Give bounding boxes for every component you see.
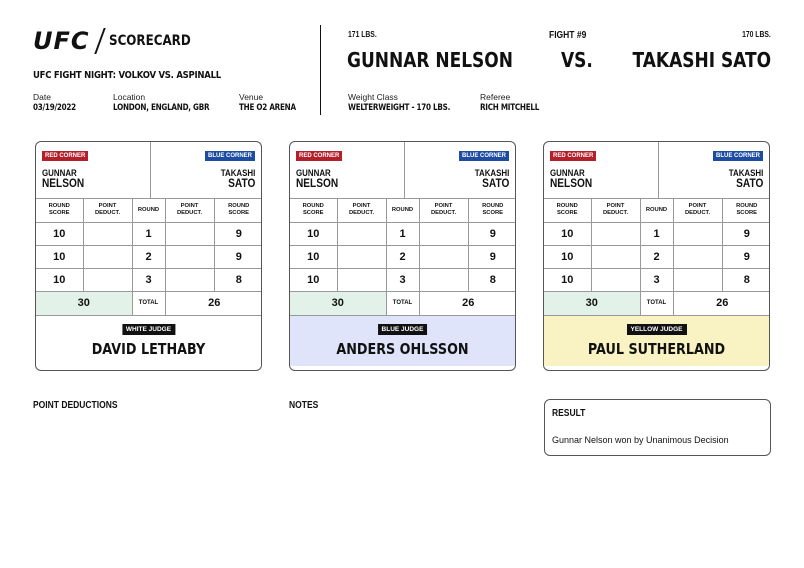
blue-round-score: 9 <box>722 222 770 245</box>
blue-round-score: 9 <box>468 245 516 268</box>
blue-total-score: 26 <box>419 291 516 315</box>
round-row <box>544 222 770 245</box>
round-row <box>544 245 770 268</box>
blue-round-score: 8 <box>214 268 262 291</box>
round-row <box>544 268 770 291</box>
red-round-score: 10 <box>290 245 337 268</box>
corner-divider <box>150 142 151 198</box>
total-label: TOTAL <box>132 291 165 315</box>
total-row <box>36 291 262 315</box>
round-row <box>36 268 262 291</box>
red-round-score: 10 <box>36 222 83 245</box>
round-header: ROUND <box>132 199 165 222</box>
blue-corner-fighter <box>728 168 763 190</box>
score-table-header <box>290 199 516 222</box>
red-point-deduction <box>591 268 640 291</box>
blue-corner-badge: BLUE CORNER <box>713 151 763 161</box>
blue-point-deduct-header: POINT DEDUCT. <box>419 199 468 222</box>
red-corner-badge: RED CORNER <box>550 151 596 161</box>
score-table <box>36 199 262 316</box>
score-table-header <box>544 199 770 222</box>
blue-corner-badge: BLUE CORNER <box>205 151 255 161</box>
blue-fighter-weight: 170 LBS. <box>742 30 771 39</box>
total-label: TOTAL <box>386 291 419 315</box>
red-point-deduct-header: POINT DEDUCT. <box>337 199 386 222</box>
red-corner-badge: RED CORNER <box>42 151 88 161</box>
referee-label: Referee <box>480 92 511 102</box>
judge-name: DAVID LETHABY <box>91 339 206 358</box>
red-first-name: GUNNAR <box>550 168 585 178</box>
red-last-name: NELSON <box>296 178 339 190</box>
round-header: ROUND <box>386 199 419 222</box>
judge-badge: YELLOW JUDGE <box>626 324 686 335</box>
blue-corner-fighter <box>474 168 509 190</box>
score-table-header <box>36 199 262 222</box>
blue-point-deduction <box>165 268 214 291</box>
blue-last-name: SATO <box>735 178 763 190</box>
venue-value: THE O2 ARENA <box>239 103 296 113</box>
red-point-deduction <box>337 268 386 291</box>
card-corner-header <box>544 142 769 199</box>
round-number: 1 <box>640 222 673 245</box>
blue-round-score: 8 <box>468 268 516 291</box>
blue-point-deduction <box>419 222 468 245</box>
blue-round-score-header: ROUND SCORE <box>468 199 516 222</box>
ufc-logo-text: UFC <box>33 27 90 55</box>
blue-round-score: 8 <box>722 268 770 291</box>
red-round-score-header: ROUND SCORE <box>544 199 591 222</box>
red-point-deduction <box>337 222 386 245</box>
round-number: 1 <box>132 222 165 245</box>
blue-total-score: 26 <box>165 291 262 315</box>
location-label: Location <box>113 92 146 102</box>
round-row <box>290 268 516 291</box>
red-point-deduction <box>83 245 132 268</box>
point-deductions-heading: POINT DEDUCTIONS <box>33 400 118 411</box>
score-table <box>290 199 516 316</box>
judge-badge: WHITE JUDGE <box>122 324 175 335</box>
blue-point-deduction <box>673 245 722 268</box>
referee-value: RICH MITCHELL <box>480 103 540 113</box>
blue-first-name: TAKASHI <box>220 168 255 178</box>
judge-scorecard-3 <box>543 141 770 371</box>
judge-name: PAUL SUTHERLAND <box>587 339 726 358</box>
red-round-score: 10 <box>290 268 337 291</box>
weight-class-label: Weight Class <box>348 92 398 102</box>
red-round-score: 10 <box>36 268 83 291</box>
blue-point-deduction <box>419 245 468 268</box>
red-total-score: 30 <box>544 291 640 315</box>
date-label: Date <box>33 92 51 102</box>
card-corner-header <box>290 142 515 199</box>
blue-first-name: TAKASHI <box>728 168 763 178</box>
corner-divider <box>658 142 659 198</box>
round-header: ROUND <box>640 199 673 222</box>
blue-point-deduct-header: POINT DEDUCT. <box>673 199 722 222</box>
round-row <box>290 222 516 245</box>
logo-divider <box>94 28 105 54</box>
scorecard-label: SCORECARD <box>108 33 191 49</box>
blue-first-name: TAKASHI <box>474 168 509 178</box>
red-last-name: NELSON <box>42 178 85 190</box>
blue-point-deduction <box>673 268 722 291</box>
red-round-score: 10 <box>544 222 591 245</box>
round-row <box>290 245 516 268</box>
red-first-name: GUNNAR <box>42 168 77 178</box>
blue-last-name: SATO <box>481 178 509 190</box>
blue-round-score-header: ROUND SCORE <box>722 199 770 222</box>
red-total-score: 30 <box>290 291 386 315</box>
blue-round-score: 9 <box>722 245 770 268</box>
blue-point-deduction <box>165 222 214 245</box>
red-point-deduction <box>591 222 640 245</box>
red-point-deduction <box>591 245 640 268</box>
red-last-name: NELSON <box>550 178 593 190</box>
location-value: LONDON, ENGLAND, GBR <box>113 103 210 113</box>
round-number: 2 <box>386 245 419 268</box>
red-corner-fighter <box>296 168 338 190</box>
red-round-score: 10 <box>36 245 83 268</box>
result-box <box>544 399 771 456</box>
red-round-score: 10 <box>544 245 591 268</box>
blue-last-name: SATO <box>227 178 255 190</box>
red-corner-fighter <box>550 168 592 190</box>
red-fighter-weight: 171 LBS. <box>348 30 377 39</box>
round-number: 3 <box>386 268 419 291</box>
blue-round-score-header: ROUND SCORE <box>214 199 262 222</box>
judge-box <box>544 316 769 366</box>
blue-corner-badge: BLUE CORNER <box>459 151 509 161</box>
event-title: UFC FIGHT NIGHT: VOLKOV VS. ASPINALL <box>33 70 221 81</box>
total-label: TOTAL <box>640 291 673 315</box>
red-round-score: 10 <box>290 222 337 245</box>
blue-point-deduction <box>673 222 722 245</box>
blue-point-deduction <box>419 268 468 291</box>
red-fighter-name: GUNNAR NELSON <box>347 48 513 72</box>
blue-round-score: 9 <box>214 222 262 245</box>
header-divider <box>320 25 321 115</box>
red-round-score: 10 <box>544 268 591 291</box>
date-value: 03/19/2022 <box>33 103 76 113</box>
round-row <box>36 222 262 245</box>
blue-point-deduct-header: POINT DEDUCT. <box>165 199 214 222</box>
result-text: Gunnar Nelson won by Unanimous Decision <box>552 435 729 445</box>
blue-point-deduction <box>165 245 214 268</box>
red-point-deduct-header: POINT DEDUCT. <box>83 199 132 222</box>
total-row <box>544 291 770 315</box>
notes-heading: NOTES <box>289 400 319 411</box>
card-corner-header <box>36 142 261 199</box>
versus-label: VS. <box>561 48 593 72</box>
red-point-deduction <box>337 245 386 268</box>
red-point-deduct-header: POINT DEDUCT. <box>591 199 640 222</box>
corner-divider <box>404 142 405 198</box>
round-row <box>36 245 262 268</box>
total-row <box>290 291 516 315</box>
red-point-deduction <box>83 222 132 245</box>
blue-round-score: 9 <box>214 245 262 268</box>
round-number: 2 <box>640 245 673 268</box>
round-number: 2 <box>132 245 165 268</box>
judge-scorecard-1 <box>35 141 262 371</box>
result-heading: RESULT <box>552 408 586 419</box>
red-corner-fighter <box>42 168 84 190</box>
round-number: 3 <box>132 268 165 291</box>
blue-round-score: 9 <box>468 222 516 245</box>
red-point-deduction <box>83 268 132 291</box>
weight-class-value: WELTERWEIGHT - 170 LBS. <box>348 103 451 113</box>
blue-fighter-name: TAKASHI SATO <box>632 48 771 72</box>
red-first-name: GUNNAR <box>296 168 331 178</box>
venue-label: Venue <box>239 92 264 102</box>
judge-box <box>36 316 261 366</box>
red-round-score-header: ROUND SCORE <box>36 199 83 222</box>
judge-name: ANDERS OHLSSON <box>336 339 469 358</box>
round-number: 3 <box>640 268 673 291</box>
blue-total-score: 26 <box>673 291 770 315</box>
ufc-logo <box>33 27 205 55</box>
red-total-score: 30 <box>36 291 132 315</box>
red-round-score-header: ROUND SCORE <box>290 199 337 222</box>
blue-corner-fighter <box>220 168 255 190</box>
red-corner-badge: RED CORNER <box>296 151 342 161</box>
score-table <box>544 199 770 316</box>
fight-number: FIGHT #9 <box>549 30 587 41</box>
judge-scorecard-2 <box>289 141 516 371</box>
round-number: 1 <box>386 222 419 245</box>
judge-badge: BLUE JUDGE <box>378 324 428 335</box>
judge-box <box>290 316 515 366</box>
